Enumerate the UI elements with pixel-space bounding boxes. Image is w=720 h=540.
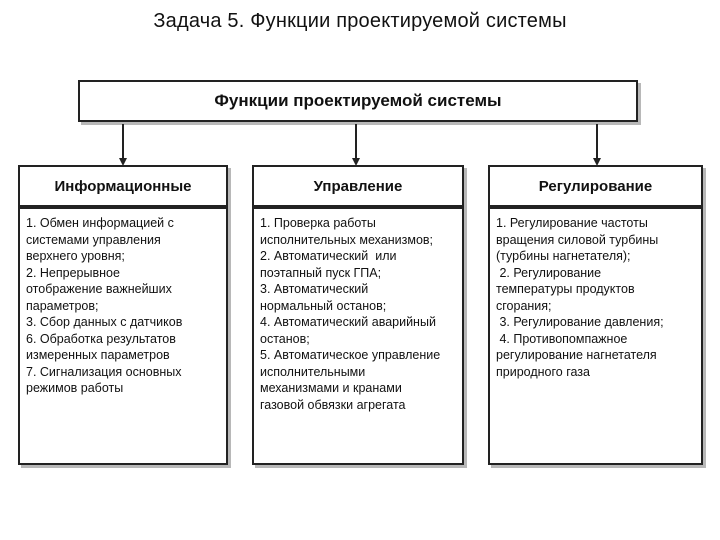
function-line: природного газа bbox=[496, 364, 590, 379]
function-line: 4. Противопомпажное bbox=[496, 331, 628, 346]
regulation-functions-box bbox=[488, 207, 703, 465]
function-line: 4. Автоматический аварийный bbox=[260, 315, 436, 329]
function-line: (турбины нагнетателя); bbox=[496, 249, 631, 263]
regulation-header-label: Регулирование bbox=[538, 177, 653, 195]
info-header-label: Информационные bbox=[54, 177, 192, 195]
function-line: 2. Автоматический или bbox=[260, 249, 397, 263]
function-line: 5. Автоматическое управление bbox=[260, 348, 441, 362]
control-header-label: Управление bbox=[313, 177, 403, 195]
function-line: поэтапный пуск ГПА; bbox=[260, 265, 382, 280]
function-line: газовой обвязки агрегата bbox=[260, 397, 406, 412]
function-line: нормальный останов; bbox=[260, 298, 387, 313]
function-line: 3. Сбор данных с датчиков bbox=[26, 315, 183, 329]
function-line: 3. Автоматический bbox=[260, 282, 369, 296]
function-line: 6. Обработка результатов bbox=[26, 331, 176, 346]
function-line: 2. Регулирование bbox=[496, 265, 602, 280]
function-line: останов; bbox=[260, 331, 310, 346]
function-line: отображение важнейших bbox=[26, 282, 172, 296]
function-line: механизмами и кранами bbox=[260, 381, 402, 395]
info-functions-box bbox=[18, 207, 228, 465]
function-line: верхнего уровня; bbox=[26, 249, 125, 263]
function-line: измеренных параметров bbox=[26, 348, 170, 362]
function-line: 7. Сигнализация основных bbox=[26, 364, 182, 379]
function-line: исполнительных механизмов; bbox=[260, 232, 434, 247]
info-header-box bbox=[18, 165, 228, 207]
function-line: параметров; bbox=[26, 298, 99, 313]
function-line: системами управления bbox=[26, 232, 161, 247]
slide-title: Задача 5. Функции проектируемой системы bbox=[153, 10, 567, 32]
function-line: 1. Проверка работы bbox=[260, 216, 376, 230]
function-line: сгорания; bbox=[496, 298, 552, 313]
control-functions-box bbox=[252, 207, 464, 465]
function-line: 1. Обмен информацией с bbox=[26, 216, 174, 230]
info-functions-list bbox=[26, 215, 222, 397]
function-line: температуры продуктов bbox=[496, 282, 635, 296]
control-functions-list bbox=[260, 215, 458, 413]
regulation-functions-list bbox=[496, 215, 697, 380]
function-line: вращения силовой турбины bbox=[496, 232, 659, 247]
function-line: 3. Регулирование давления; bbox=[496, 315, 664, 329]
function-line: 2. Непрерывное bbox=[26, 265, 120, 280]
function-line: регулирование нагнетателя bbox=[496, 348, 657, 362]
function-line: 1. Регулирование частоты bbox=[496, 216, 648, 230]
regulation-header-box bbox=[488, 165, 703, 207]
control-header-box bbox=[252, 165, 464, 207]
function-line: режимов работы bbox=[26, 381, 124, 395]
root-function-label: Функции проектируемой системы bbox=[214, 91, 502, 110]
function-line: исполнительными bbox=[260, 364, 366, 379]
